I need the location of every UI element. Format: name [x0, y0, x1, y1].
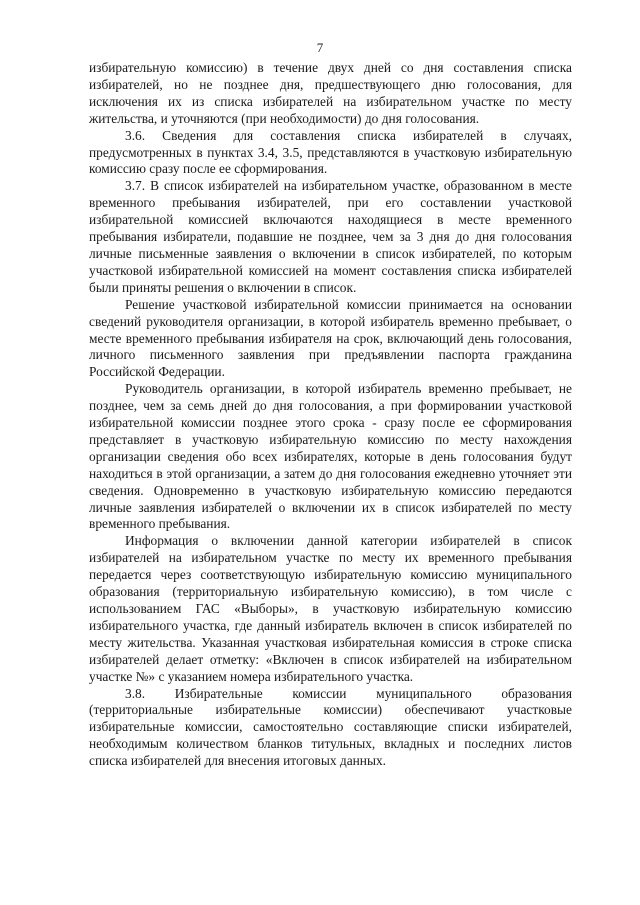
paragraph-3-6: 3.6. Сведения для составления списка избирателей в случаях, предусмотренных в пунктах 3.4, 3.5, представляются в участковую избирательную комиссию сразу после ее сформирования. [89, 127, 572, 177]
paragraph-3-8: 3.8. Избирательные комиссии муниципального образования (территориальные избирательные комиссии) обеспечивают участковые избирательные комиссии, самостоятельно составляющие списки избирателей, необходимым количеством бланков титульных, вкладных и последних листов списка избирателей для внесения итоговых данных. [89, 685, 572, 769]
paragraph-information: Информация о включении данной категории избирателей в список избирателей на избирательном участке по месту их временного пребывания передается через соответствующую избирательную комиссию муниципального образования (территориальную избирательную комиссию), в том числе с использованием ГАС «Выборы», в участковую избирательную комиссию избирательного участка, где данный избиратель включен в список избирателей по месту жительства. Указанная участковая избирательная комиссия в строке списка избирателей делает отметку: «Включен в список избирателей на избирательном участке №» с указанием номера избирательного участка. [89, 533, 572, 684]
document-body [89, 60, 572, 770]
paragraph-3-7: 3.7. В список избирателей на избирательном участке, образованном в месте временного пребывания избирателей, при его составлении участковой избирательной комиссией включаются находящиеся в месте временного пребывания избиратели, подавшие не позднее, чем за 3 дня до дня голосования личные письменные заявления о включении в список избирателей, по которым участковой избирательной комиссией на момент составления списка избирателей были приняты решения о включении в список. [89, 178, 572, 295]
paragraph-continuation: избирательную комиссию) в течение двух дней со дня составления списка избирателей, но не позднее дня, предшествующего дню голосования, для исключения их из списка избирателей на избирательном участке по месту жительства, и уточняются (при необходимости) до дня голосования. [89, 60, 572, 126]
page-number: 7 [316, 40, 324, 55]
paragraph-organization-head: Руководитель организации, в которой избиратель временно пребывает, не позднее, чем за семь дней до дня голосования, а при формировании участковой избирательной комиссии позднее этого срока - сразу после ее сформирования представляет в участковую избирательную комиссию по месту нахождения организации сведения обо всех избирателях, которые в день голосования будут находиться в этой организации, а затем до дня голосования ежедневно уточняет эти сведения. Одновременно в участковую избирательную комиссию передаются личные заявления избирателей о включении их в список избирателей по месту временного пребывания. [89, 381, 572, 532]
paragraph-decision: Решение участковой избирательной комиссии принимается на основании сведений руководителя организации, в которой избиратель временно пребывает, о месте временного пребывания избирателя на срок, включающий день голосования, личного письменного заявления при предъявлении паспорта гражданина Российской Федерации. [89, 296, 572, 380]
